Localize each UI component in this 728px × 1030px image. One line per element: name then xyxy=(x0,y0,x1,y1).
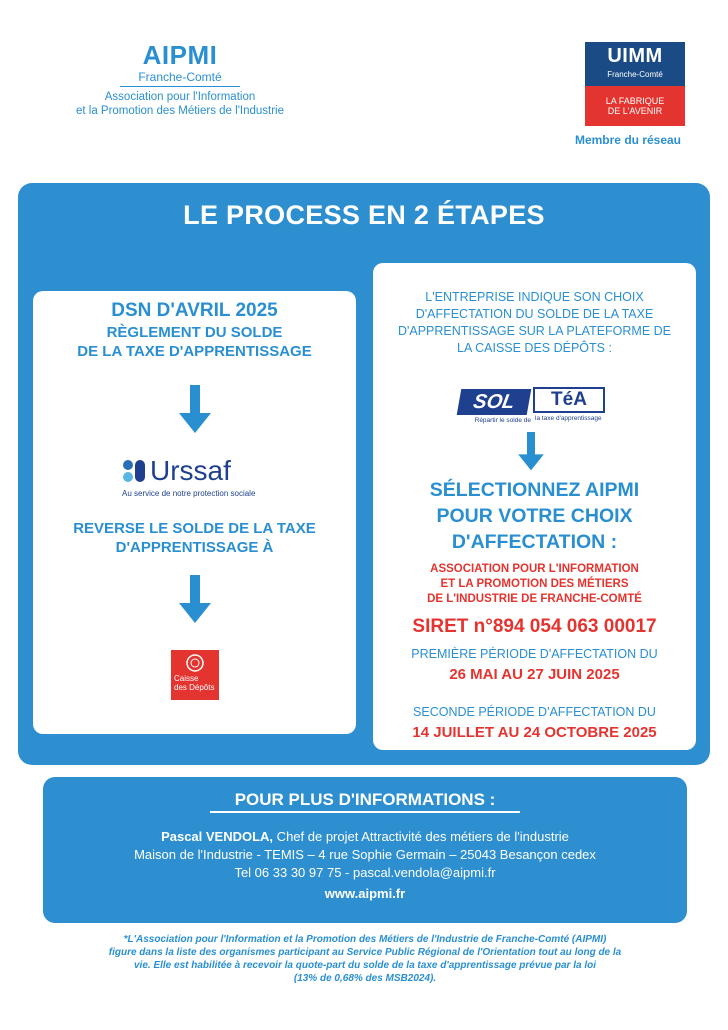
contact-address: Maison de l'Industrie - TEMIS – 4 rue Sophie Germain – 25043 Besançon cedex xyxy=(134,847,596,862)
uimm-logo xyxy=(585,42,685,126)
second-period-label: SECONDE PÉRIODE D'AFFECTATION DU xyxy=(413,705,656,719)
uimm-tagline-line-2: DE L'AVENIR xyxy=(607,106,663,116)
footnote-line-2: figure dans la liste des organismes participant au Service Public Régional de l'Orientation tout au long de la xyxy=(108,947,622,958)
contact-name: Pascal VENDOLA, xyxy=(161,829,274,844)
siret-number: SIRET n°894 054 063 00017 xyxy=(412,616,657,637)
urssaf-tagline: Au service de notre protection sociale xyxy=(122,489,256,498)
urssaf-logo-name: Urssaf xyxy=(150,455,231,486)
uimm-logo-name: UIMM xyxy=(607,45,663,67)
select-aipmi-line-1: SÉLECTIONNEZ AIPMI xyxy=(429,479,640,501)
soltea-logo-caption-right: la taxe d'apprentissage xyxy=(535,415,602,422)
platform-intro-line-3: D'APPRENTISSAGE SUR LA PLATEFORME DE xyxy=(397,324,672,338)
urssaf-logo-icon xyxy=(122,458,148,484)
footnote-line-4: (13% de 0,68% des MSB2024). xyxy=(293,973,437,984)
association-name-line-1: ASSOCIATION POUR L'INFORMATION xyxy=(430,563,639,575)
second-period-dates: 14 JUILLET AU 24 OCTOBRE 2025 xyxy=(412,724,657,741)
soltea-logo xyxy=(459,387,609,427)
contact-role: Chef de projet Attractivité des métiers de l'industrie xyxy=(273,829,569,844)
first-period-dates: 26 MAI AU 27 JUIN 2025 xyxy=(449,666,620,683)
down-arrow-icon xyxy=(179,385,211,435)
aipmi-description-line-2: et la Promotion des Métiers de l'Industrie xyxy=(75,105,285,117)
process-title: LE PROCESS EN 2 ÉTAPES xyxy=(183,200,545,230)
platform-intro xyxy=(373,289,696,357)
first-period-label: PREMIÈRE PÉRIODE D'AFFECTATION DU xyxy=(411,647,658,661)
aipmi-logo xyxy=(70,40,290,118)
settlement-heading-line-1: RÈGLEMENT DU SOLDE xyxy=(106,324,283,341)
contact-name-line xyxy=(43,829,687,845)
aipmi-logo-region: Franche-Comté xyxy=(138,70,222,84)
down-arrow-icon xyxy=(179,575,211,625)
settlement-heading-line-2: DE LA TAXE D'APPRENTISSAGE xyxy=(77,343,312,360)
caisse-des-depots-name-2: des Dépôts xyxy=(174,683,215,692)
dsn-heading: DSN D'AVRIL 2025 xyxy=(111,300,278,321)
footnote xyxy=(60,933,670,985)
association-name-line-2: ET LA PROMOTION DES MÉTIERS xyxy=(440,578,629,590)
contact-title: POUR PLUS D'INFORMATIONS : xyxy=(234,790,496,809)
aipmi-logo-name: AIPMI xyxy=(142,40,218,70)
down-arrow-icon xyxy=(517,432,545,472)
contact-phone-email[interactable]: Tel 06 33 30 97 75 - pascal.vendola@aipmi.fr xyxy=(234,865,496,880)
website-link[interactable]: www.aipmi.fr xyxy=(324,886,406,901)
aipmi-description-line-1: Association pour l'Information xyxy=(104,91,256,103)
uimm-logo-region: Franche-Comté xyxy=(607,70,663,79)
uimm-logo-tagline xyxy=(585,86,685,126)
soltea-logo-tea: TéA xyxy=(533,387,605,413)
reverse-text-line-2: D'APPRENTISSAGE À xyxy=(115,539,274,556)
platform-intro-line-1: L'ENTREPRISE INDIQUE SON CHOIX xyxy=(425,290,644,304)
caisse-des-depots-name-1: Caisse xyxy=(174,674,199,683)
reverse-text-line-1: REVERSE LE SOLDE DE LA TAXE xyxy=(73,520,316,537)
contact-title-underline xyxy=(210,811,520,813)
platform-intro-line-4: LA CAISSE DES DÉPÔTS : xyxy=(457,341,612,355)
soltea-logo-sol: SOL xyxy=(457,389,532,415)
network-member-label: Membre du réseau xyxy=(574,133,682,147)
aipmi-logo-divider xyxy=(120,86,240,87)
footnote-line-1: *L'Association pour l'Information et la Promotion des Métiers de l'Industrie de Franche-Comté (AIPMI) xyxy=(123,934,607,945)
select-aipmi-line-2: POUR VOTRE CHOIX xyxy=(436,505,633,527)
uimm-logo-top xyxy=(585,42,685,86)
footnote-line-3: vie. Elle est habilitée à recevoir la quote-part du solde de la taxe d'apprentissage prévue par la loi xyxy=(134,960,596,971)
association-name-line-3: DE L'INDUSTRIE DE FRANCHE-COMTÉ xyxy=(427,593,642,605)
uimm-tagline-line-1: LA FABRIQUE xyxy=(605,96,665,106)
select-aipmi-line-3: D'AFFECTATION : xyxy=(451,531,618,553)
caisse-des-depots-emblem-icon xyxy=(185,654,205,672)
soltea-logo-caption-left: Répartir le solde de xyxy=(474,417,531,424)
platform-intro-line-2: D'AFFECTATION DU SOLDE DE LA TAXE xyxy=(415,307,654,321)
caisse-des-depots-logo xyxy=(171,650,219,700)
